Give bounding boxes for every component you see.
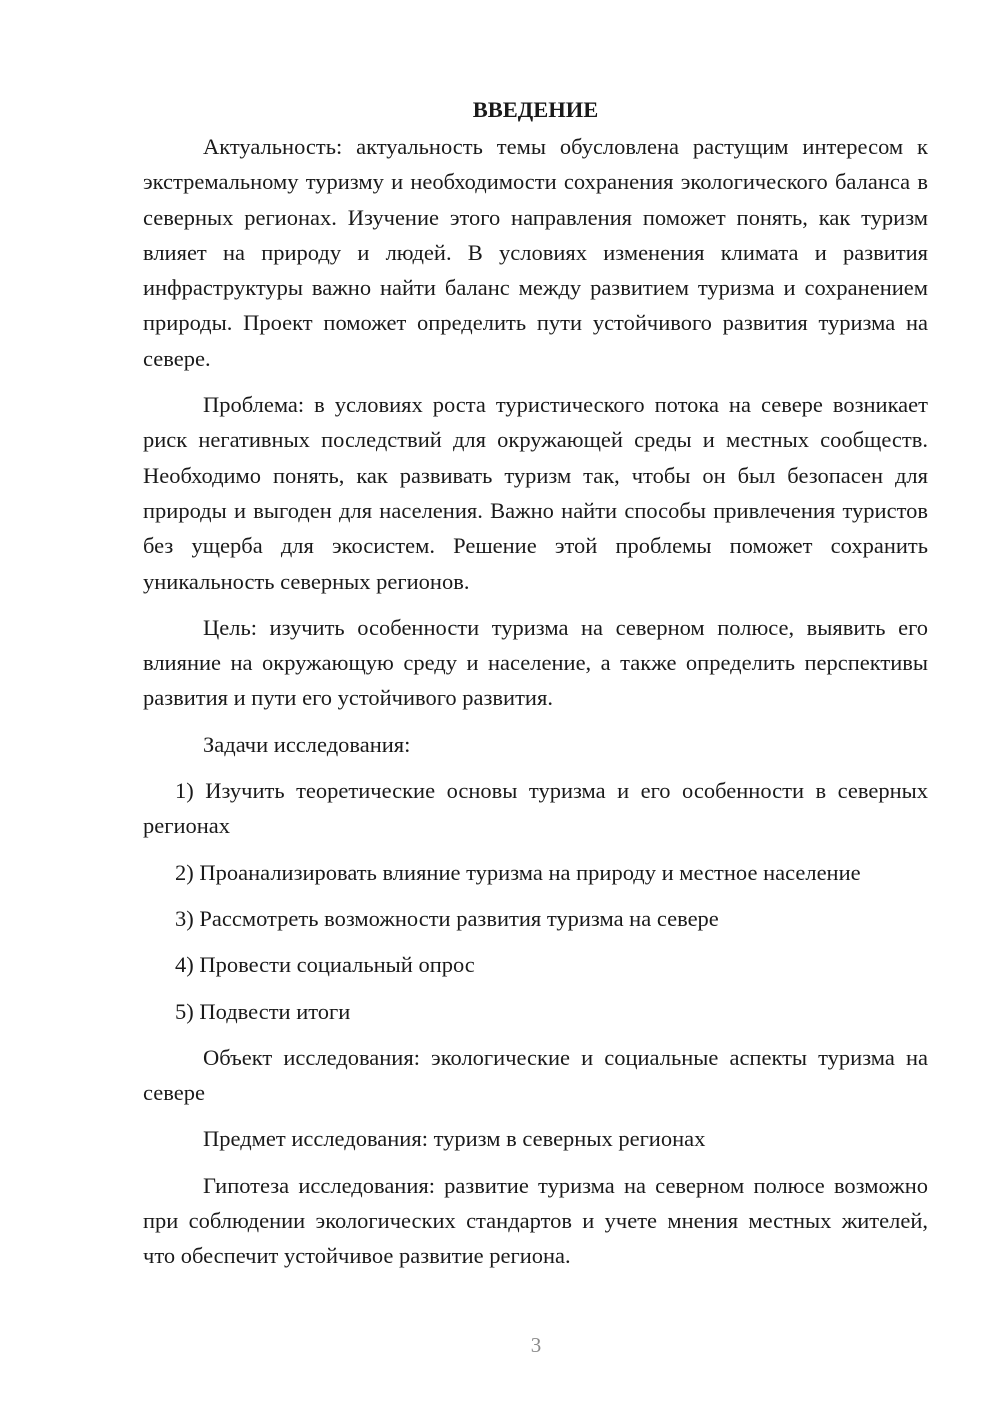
page-title: ВВЕДЕНИЕ xyxy=(472,97,599,122)
document-page xyxy=(143,92,928,1274)
list-item-task-4: 4) Провести социальный опрос xyxy=(175,952,475,978)
list-item-task-2: 2) Проанализировать влияние туризма на природу и местное население xyxy=(175,859,861,885)
paragraph-hypothesis: Гипотеза исследования: развитие туризма на северном полюсе возможно при соблюдении экологических стандартов и учете мнения местных жителей, что обеспечит устойчивое развитие региона. xyxy=(143,1172,928,1269)
list-item-task-1: 1) Изучить теоретические основы туризма и его особенности в северных регионах xyxy=(143,778,928,839)
paragraph-goal: Цель: изучить особенности туризма на северном полюсе, выявить его влияние на окружающую среду и население, а также определить перспективы развития и пути его устойчивого развития. xyxy=(143,614,928,711)
page-number: 3 xyxy=(530,1333,542,1357)
paragraph-relevance: Актуальность: актуальность темы обусловлена растущим интересом к экстремальному туризму и необходимости сохранения экологического баланса в северных регионах. Изучение этого направления поможет понять, как туризм влияет на природу и людей. В условиях изменения климата и развития инфраструктуры важно найти баланс между развитием туризма и сохранением природы. Проект поможет определить пути устойчивого развития туризма на севере. xyxy=(143,134,928,371)
paragraph-object: Объект исследования: экологические и социальные аспекты туризма на севере xyxy=(143,1044,928,1106)
paragraph-subject: Предмет исследования: туризм в северных регионах xyxy=(203,1126,706,1152)
paragraph-tasks-heading: Задачи исследования: xyxy=(203,731,411,757)
list-item-task-5: 5) Подвести итоги xyxy=(175,998,351,1024)
list-item-task-3: 3) Рассмотреть возможности развития туризма на севере xyxy=(175,905,719,931)
paragraph-problem: Проблема: в условиях роста туристического потока на севере возникает риск негативных последствий для окружающей среды и местных сообществ. Необходимо понять, как развивать туризм так, чтобы он был безопасен для природы и выгоден для населения. Важно найти способы привлечения туристов без ущерба для экосистем. Решение этой проблемы поможет сохранить уникальность северных регионов. xyxy=(143,392,928,594)
